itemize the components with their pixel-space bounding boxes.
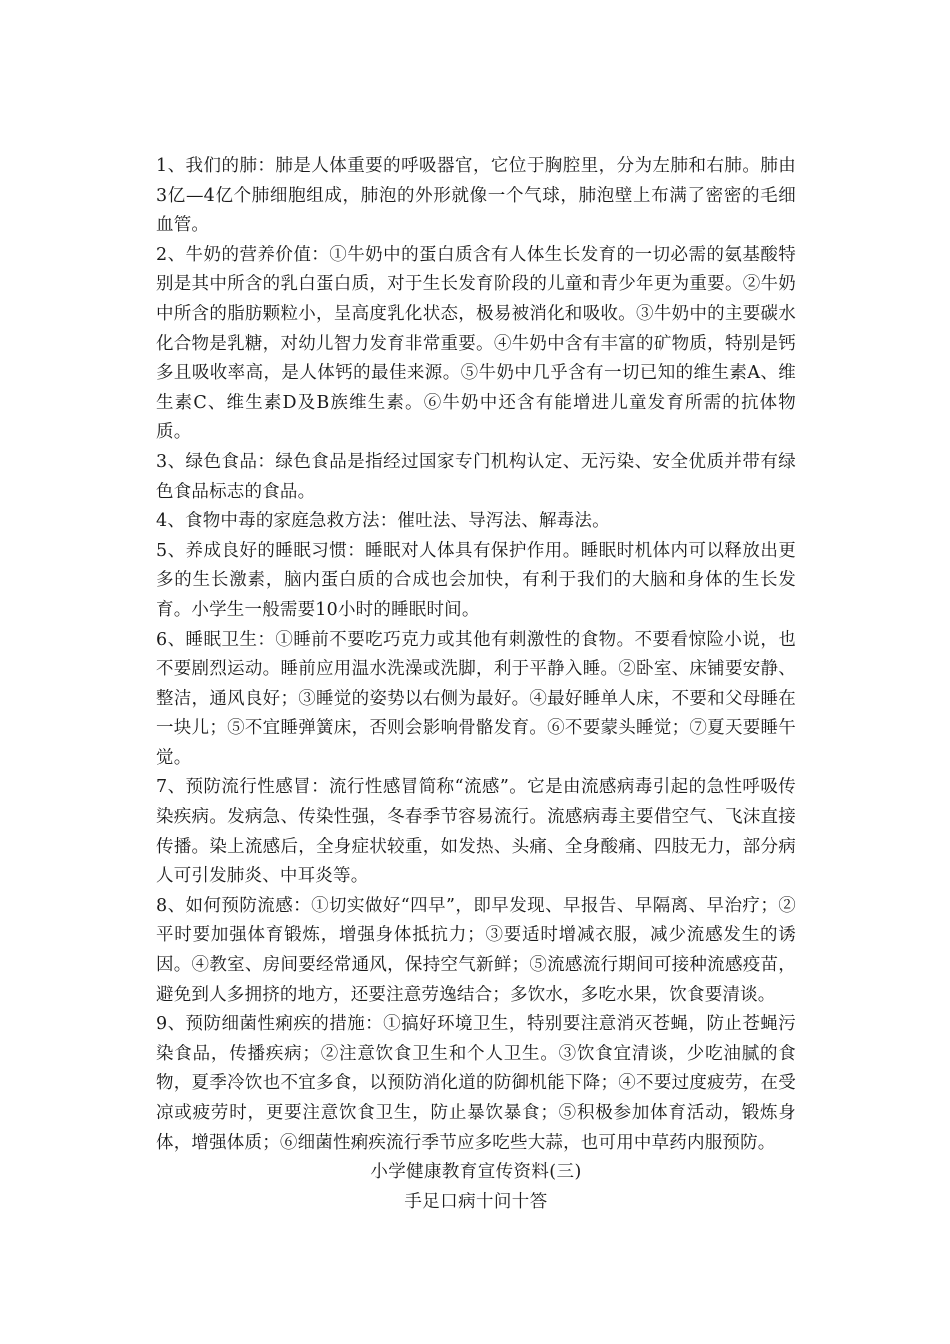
paragraph-sleep-habits: 5、养成良好的睡眠习惯：睡眠对人体具有保护作用。睡眠时机体内可以释放出更多的生长激素，脑内蛋白质的合成也会加快，有利于我们的大脑和身体的生长发育。小学生一般需要10小时的睡眠时间。	[156, 540, 796, 620]
paragraph-green-food: 3、绿色食品：绿色食品是指经过国家专门机构认定、无污染、安全优质并带有绿色食品标志的食品。	[156, 451, 796, 502]
paragraph-lungs: 1、我们的肺：肺是人体重要的呼吸器官，它位于胸腔里，分为左肺和右肺。肺由3亿—4亿个肺细胞组成，肺泡的外形就像一个气球，肺泡壁上布满了密密的毛细血管。	[156, 156, 796, 236]
document-body	[156, 152, 796, 1217]
paragraph-flu-prevention: 7、预防流行性感冒：流行性感冒简称“流感”。它是由流感病毒引起的急性呼吸传染疾病。发病急、传染性强，冬春季节容易流行。流感病毒主要借空气、飞沫直接传播。染上流感后，全身症状较重，如发热、头痛、全身酸痛、四肢无力，部分病人可引发肺炎、中耳炎等。	[156, 777, 796, 887]
section-subtitle: 手足口病十问十答	[404, 1191, 548, 1212]
paragraph-how-to-prevent-flu: 8、如何预防流感：①切实做好“四早”，即早发现、早报告、早隔离、早治疗；②平时要加强体育锻炼，增强身体抵抗力；③要适时增减衣服，减少流感发生的诱因。④教室、房间要经常通风，保持空气新鲜；⑤流感流行期间可接种流感疫苗，避免到人多拥挤的地方，还要注意劳逸结合；多饮水，多吃水果，饮食要清谈。	[156, 895, 796, 1005]
section-title: 小学健康教育宣传资料(三)	[370, 1162, 582, 1183]
paragraph-sleep-hygiene: 6、睡眠卫生：①睡前不要吃巧克力或其他有刺激性的食物。不要看惊险小说，也不要剧烈运动。睡前应用温水洗澡或洗脚，利于平静入睡。②卧室、床铺要安静、整洁，通风良好；③睡觉的姿势以右侧为最好。④最好睡单人床，不要和父母睡在一块儿；⑤不宜睡弹簧床，否则会影响骨骼发育。⑥不要蒙头睡觉；⑦夏天要睡午觉。	[156, 629, 796, 768]
paragraph-dysentery-prevention: 9、预防细菌性痢疾的措施：①搞好环境卫生，特别要注意消灭苍蝇，防止苍蝇污染食品，传播疾病；②注意饮食卫生和个人卫生。③饮食宜清谈，少吃油腻的食物，夏季冷饮也不宜多食，以预防消化道的防御机能下降；④不要过度疲劳，在受凉或疲劳时，更要注意饮食卫生，防止暴饮暴食；⑤积极参加体育活动，锻炼身体，增强体质；⑥细菌性痢疾流行季节应多吃些大蒜，也可用中草药内服预防。	[156, 1014, 796, 1153]
paragraph-milk-nutrition: 2、牛奶的营养价值：①牛奶中的蛋白质含有人体生长发育的一切必需的氨基酸特别是其中所含的乳白蛋白质，对于生长发育阶段的儿童和青少年更为重要。②牛奶中所含的脂肪颗粒小，呈高度乳化状态，极易被消化和吸收。③牛奶中的主要碳水化合物是乳糖，对幼儿智力发育非常重要。④牛奶中含有丰富的矿物质，特别是钙多且吸收率高，是人体钙的最佳来源。⑤牛奶中几乎含有一切已知的维生素A、维生素C、维生素D及B族维生素。⑥牛奶中还含有能增进儿童发育所需的抗体物质。	[156, 244, 796, 443]
paragraph-food-poisoning: 4、食物中毒的家庭急救方法：催吐法、导泻法、解毒法。	[156, 511, 610, 532]
